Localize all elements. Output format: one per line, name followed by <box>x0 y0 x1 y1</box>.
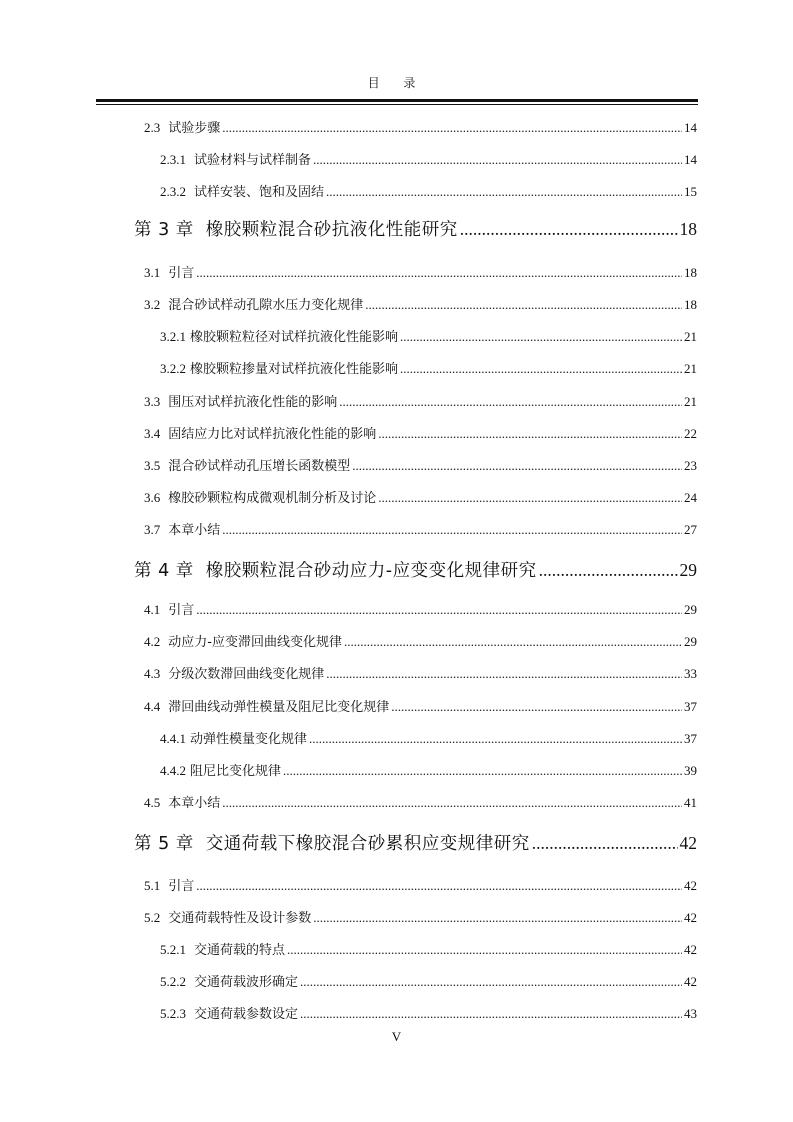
toc-leader <box>326 184 682 200</box>
toc-chapter-number: 第 4 章 <box>134 561 194 581</box>
toc-page: 42 <box>684 974 697 989</box>
toc-title: 本章小结 <box>168 523 221 538</box>
toc-entry[interactable] <box>144 391 697 423</box>
toc-entry[interactable] <box>160 326 697 358</box>
toc-title: 动弹性模量变化规律 <box>190 732 308 747</box>
toc-title: 引言 <box>168 266 195 281</box>
toc-number: 3.2.2 <box>160 361 186 376</box>
toc-number: 5.1 <box>144 878 161 893</box>
toc-leader <box>300 1006 682 1022</box>
toc-page: 41 <box>684 795 697 810</box>
toc-entry[interactable] <box>160 149 697 181</box>
toc-leader <box>196 265 682 281</box>
toc-entry[interactable] <box>144 663 697 695</box>
toc-entry[interactable] <box>160 939 697 971</box>
toc-title: 本章小结 <box>168 796 221 811</box>
toc-chapter-number: 第 3 章 <box>134 220 194 240</box>
header-rule-thin <box>96 104 698 105</box>
toc-page: 42 <box>679 833 697 853</box>
toc-leader <box>309 731 682 747</box>
page-number: V <box>391 1029 402 1044</box>
toc-page: 42 <box>684 942 697 957</box>
toc-entry[interactable] <box>144 792 697 824</box>
toc-page: 42 <box>684 878 697 893</box>
toc-leader <box>287 942 682 958</box>
toc-number: 2.3.2 <box>160 184 186 199</box>
toc-number: 5.2.1 <box>160 942 186 957</box>
toc-title: 引言 <box>168 879 195 894</box>
toc-leader <box>196 602 682 618</box>
toc-title: 橡胶颗粒粒径对试样抗液化性能影响 <box>190 330 399 345</box>
toc-number: 2.3 <box>144 120 161 135</box>
toc-title: 橡胶砂颗粒构成微观机制分析及讨论 <box>168 491 377 506</box>
toc-leader <box>400 361 682 377</box>
toc-number: 4.1 <box>144 602 161 617</box>
toc-number: 3.7 <box>144 522 161 537</box>
toc-leader <box>378 490 682 506</box>
toc-leader <box>196 878 682 894</box>
toc-number: 4.5 <box>144 795 161 810</box>
toc-page: 43 <box>684 1006 697 1021</box>
toc-chapter-entry[interactable] <box>134 216 697 256</box>
toc-entry[interactable] <box>160 760 697 792</box>
toc-title: 动应力-应变滞回曲线变化规律 <box>168 635 342 650</box>
toc-title: 橡胶颗粒掺量对试样抗液化性能影响 <box>190 362 399 377</box>
toc-title: 交通荷载的特点 <box>194 943 286 958</box>
toc-number: 3.5 <box>144 458 161 473</box>
toc-leader <box>339 394 682 410</box>
toc-leader <box>352 458 682 474</box>
toc-entry[interactable] <box>144 117 697 149</box>
toc-leader <box>400 329 682 345</box>
toc-leader <box>222 522 682 538</box>
toc-page: 18 <box>684 265 697 280</box>
toc-number: 3.2 <box>144 297 161 312</box>
toc-title: 试验步骤 <box>168 121 221 136</box>
toc-leader <box>391 699 682 715</box>
toc-title: 试样安装、饱和及固结 <box>194 185 325 200</box>
toc-number: 3.1 <box>144 265 161 280</box>
toc-leader <box>460 219 678 240</box>
toc-entry[interactable] <box>144 294 697 326</box>
toc-page: 21 <box>684 329 697 344</box>
toc-title: 固结应力比对试样抗液化性能的影响 <box>168 427 377 442</box>
toc-entry[interactable] <box>160 971 697 1003</box>
toc-chapter-title: 橡胶颗粒混合砂抗液化性能研究 <box>205 220 458 240</box>
toc-entry[interactable] <box>144 631 697 663</box>
toc-number: 4.4.2 <box>160 763 186 778</box>
toc-number: 4.4 <box>144 699 161 714</box>
toc-entry[interactable] <box>160 181 697 213</box>
toc-chapter-title: 交通荷载下橡胶混合砂累积应变规律研究 <box>205 834 530 854</box>
toc-chapter-entry[interactable] <box>134 557 697 597</box>
toc-page: 29 <box>684 634 697 649</box>
toc-leader <box>222 795 682 811</box>
toc-title: 滞回曲线动弹性模量及阻尼比变化规律 <box>168 700 390 715</box>
toc-number: 4.3 <box>144 666 161 681</box>
toc-entry[interactable] <box>160 728 697 760</box>
toc-title: 分级次数滞回曲线变化规律 <box>168 667 325 682</box>
toc-number: 5.2.3 <box>160 1006 186 1021</box>
toc-page: 37 <box>684 731 697 746</box>
toc-leader <box>378 426 682 442</box>
toc-page: 27 <box>684 522 697 537</box>
toc-title: 试验材料与试样制备 <box>194 153 312 168</box>
toc-entry[interactable] <box>144 696 697 728</box>
toc-entry[interactable] <box>144 907 697 939</box>
toc-leader <box>313 152 682 168</box>
toc-number: 4.4.1 <box>160 731 186 746</box>
toc-title: 交通荷载波形确定 <box>194 975 299 990</box>
toc-leader <box>326 666 682 682</box>
toc-title: 引言 <box>168 603 195 618</box>
toc-title: 交通荷载参数设定 <box>194 1007 299 1022</box>
header-rule-thick <box>96 99 698 102</box>
toc-entry[interactable] <box>144 875 697 907</box>
toc-leader <box>283 763 682 779</box>
toc-chapter-number: 第 5 章 <box>134 834 194 854</box>
toc-page: 21 <box>684 361 697 376</box>
toc-leader <box>344 634 682 650</box>
toc-leader <box>539 560 678 581</box>
toc-title: 交通荷载特性及设计参数 <box>168 911 312 926</box>
toc-page: 24 <box>684 490 697 505</box>
toc-number: 3.6 <box>144 490 161 505</box>
toc-entry[interactable] <box>144 599 697 631</box>
toc-page: 14 <box>684 152 697 167</box>
toc-page: 22 <box>684 426 697 441</box>
toc-number: 3.2.1 <box>160 329 186 344</box>
toc-entry[interactable] <box>144 519 697 551</box>
toc-title: 混合砂试样动孔压增长函数模型 <box>168 459 351 474</box>
toc-page: 21 <box>684 394 697 409</box>
toc-title: 围压对试样抗液化性能的影响 <box>168 395 338 410</box>
toc-chapter-title: 橡胶颗粒混合砂动应力-应变变化规律研究 <box>205 561 537 581</box>
toc-page: 42 <box>684 910 697 925</box>
toc-title: 混合砂试样动孔隙水压力变化规律 <box>168 298 364 313</box>
toc-page: 18 <box>679 219 697 239</box>
toc-entry[interactable] <box>144 487 697 519</box>
toc-leader <box>313 910 682 926</box>
toc-entry[interactable] <box>144 455 697 487</box>
toc-page: 18 <box>684 297 697 312</box>
toc-leader <box>365 297 682 313</box>
toc-page: 14 <box>684 120 697 135</box>
toc-leader <box>222 120 682 136</box>
page-header-title: 目 录 <box>367 76 426 90</box>
toc-entry[interactable] <box>144 423 697 455</box>
toc-number: 4.2 <box>144 634 161 649</box>
toc-entry[interactable] <box>144 262 697 294</box>
toc-page: 33 <box>684 666 697 681</box>
toc-number: 5.2.2 <box>160 974 186 989</box>
toc-title: 阻尼比变化规律 <box>190 764 282 779</box>
toc-number: 3.4 <box>144 426 161 441</box>
toc-page: 29 <box>684 602 697 617</box>
toc-leader <box>300 974 682 990</box>
toc-number: 2.3.1 <box>160 152 186 167</box>
toc-page: 23 <box>684 458 697 473</box>
toc-entry[interactable] <box>160 358 697 390</box>
toc-page: 39 <box>684 763 697 778</box>
toc-chapter-entry[interactable] <box>134 830 697 870</box>
toc-number: 3.3 <box>144 394 161 409</box>
toc-page: 37 <box>684 699 697 714</box>
toc-page: 15 <box>684 184 697 199</box>
toc-page: 29 <box>679 560 697 580</box>
toc-leader <box>532 833 678 854</box>
toc-number: 5.2 <box>144 910 161 925</box>
